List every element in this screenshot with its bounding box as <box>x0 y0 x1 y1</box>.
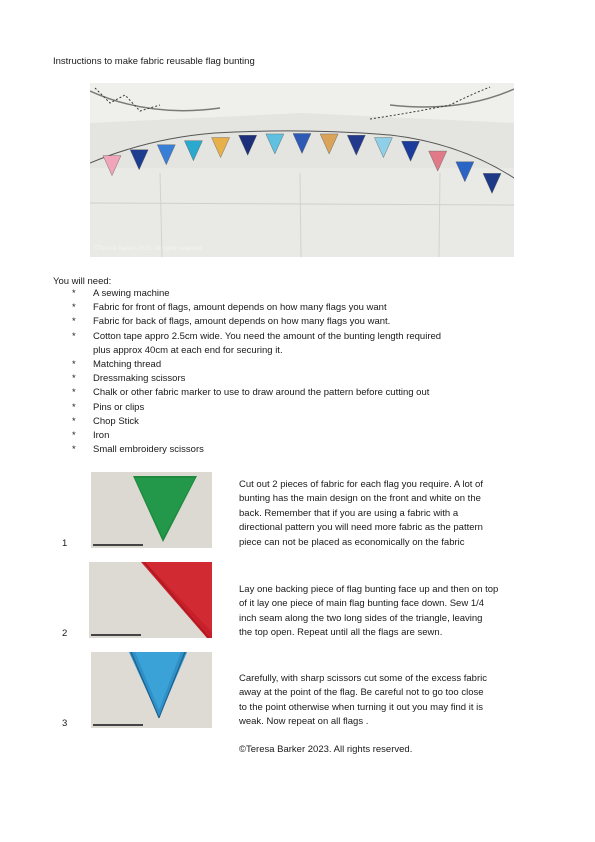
materials-item <box>53 429 441 443</box>
tent-scene <box>90 83 514 257</box>
step-1-number: 1 <box>62 538 68 549</box>
step-text-line: away at the point of the flag. Be careful not to go too close <box>239 687 484 699</box>
step-text-line: of it lay one piece of main flag bunting face down. Sew 1/4 <box>239 598 485 610</box>
materials-item <box>53 372 441 386</box>
materials-item-text: Pins or clips <box>93 401 145 413</box>
materials-item-text: Cotton tape appro 2.5cm wide. You need the amount of the bunting length required <box>93 330 442 342</box>
materials-item-text: plus approx 40cm at each end for securing it. <box>93 344 283 356</box>
step-text-line: bunting has the main design on the front and white on the <box>239 493 481 505</box>
step-3-text <box>239 672 519 730</box>
bullet-asterisk: * <box>72 373 76 385</box>
bullet-asterisk: * <box>72 288 76 299</box>
materials-item-text: Dressmaking scissors <box>93 373 186 385</box>
step-2-text <box>239 583 519 641</box>
materials-item <box>53 401 441 415</box>
blue-flag-tip <box>91 652 212 728</box>
materials-item <box>53 315 441 329</box>
step-text-line: the top open. Repeat until all the flags are sewn. <box>239 627 443 639</box>
scale-bar <box>91 634 141 636</box>
step-text-line: directional pattern you will need more fabric as the pattern <box>239 522 483 534</box>
step-2-number: 2 <box>62 628 68 639</box>
photo-credit: ©Teresa Barker 2023. All rights reserved <box>94 246 202 252</box>
green-fabric-triangle <box>91 472 212 548</box>
materials-item <box>53 358 441 372</box>
materials-item-text: Fabric for front of flags, amount depends on how many flags you want <box>93 302 387 314</box>
bullet-asterisk: * <box>72 444 76 456</box>
materials-item-text: Small embroidery scissors <box>93 444 204 456</box>
materials-item-text: A sewing machine <box>93 288 170 299</box>
materials-item-text: Matching thread <box>93 359 162 371</box>
bullet-asterisk: * <box>72 359 76 371</box>
red-flag-sewn <box>89 562 212 638</box>
materials-section <box>53 276 441 457</box>
step-1-photo <box>91 472 212 548</box>
materials-item <box>53 330 441 358</box>
step-text-line: Cut out 2 pieces of fabric for each flag you require. A lot of <box>239 479 483 490</box>
bullet-asterisk: * <box>72 387 76 399</box>
step-1-text <box>239 478 519 550</box>
document-title: Instructions to make fabric reusable flag bunting <box>53 56 255 67</box>
step-text-line: Lay one backing piece of flag bunting face up and then on top <box>239 584 499 595</box>
bullet-asterisk: * <box>72 415 76 427</box>
bullet-asterisk: * <box>72 401 76 413</box>
materials-item <box>53 287 441 301</box>
materials-item-text: Iron <box>93 430 110 442</box>
materials-item <box>53 443 441 457</box>
materials-item-text: Chalk or other fabric marker to use to draw around the pattern before cutting out <box>93 387 430 399</box>
materials-list <box>53 287 441 457</box>
scale-bar <box>93 724 143 726</box>
bunting-tent-photo <box>90 83 514 257</box>
copyright-notice: ©Teresa Barker 2023. All rights reserved. <box>239 744 413 755</box>
bullet-asterisk: * <box>72 430 76 442</box>
materials-item <box>53 386 441 400</box>
step-text-line: back. Remember that if you are using a fabric with a <box>239 507 459 519</box>
step-text-line: weak. Now repeat on all flags . <box>239 716 369 728</box>
materials-item-text: Chop Stick <box>93 415 139 427</box>
step-3-photo <box>91 652 212 728</box>
materials-item-text: Fabric for back of flags, amount depends on how many flags you want. <box>93 316 391 328</box>
bullet-asterisk: * <box>72 316 76 328</box>
materials-item <box>53 301 441 315</box>
step-3-number: 3 <box>62 718 68 729</box>
step-text-line: inch seam along the two long sides of the triangle, leaving <box>239 612 483 624</box>
materials-heading: You will need: <box>53 276 112 287</box>
scale-bar <box>93 544 143 546</box>
bullet-asterisk: * <box>72 330 76 342</box>
materials-item <box>53 415 441 429</box>
bullet-asterisk: * <box>72 302 76 314</box>
step-text-line: piece can not be placed as economically on the fabric <box>239 536 465 548</box>
step-text-line: to the point otherwise when turning it out you may find it is <box>239 701 483 713</box>
step-2-photo <box>89 562 212 638</box>
step-text-line: Carefully, with sharp scissors cut some of the excess fabric <box>239 673 487 684</box>
